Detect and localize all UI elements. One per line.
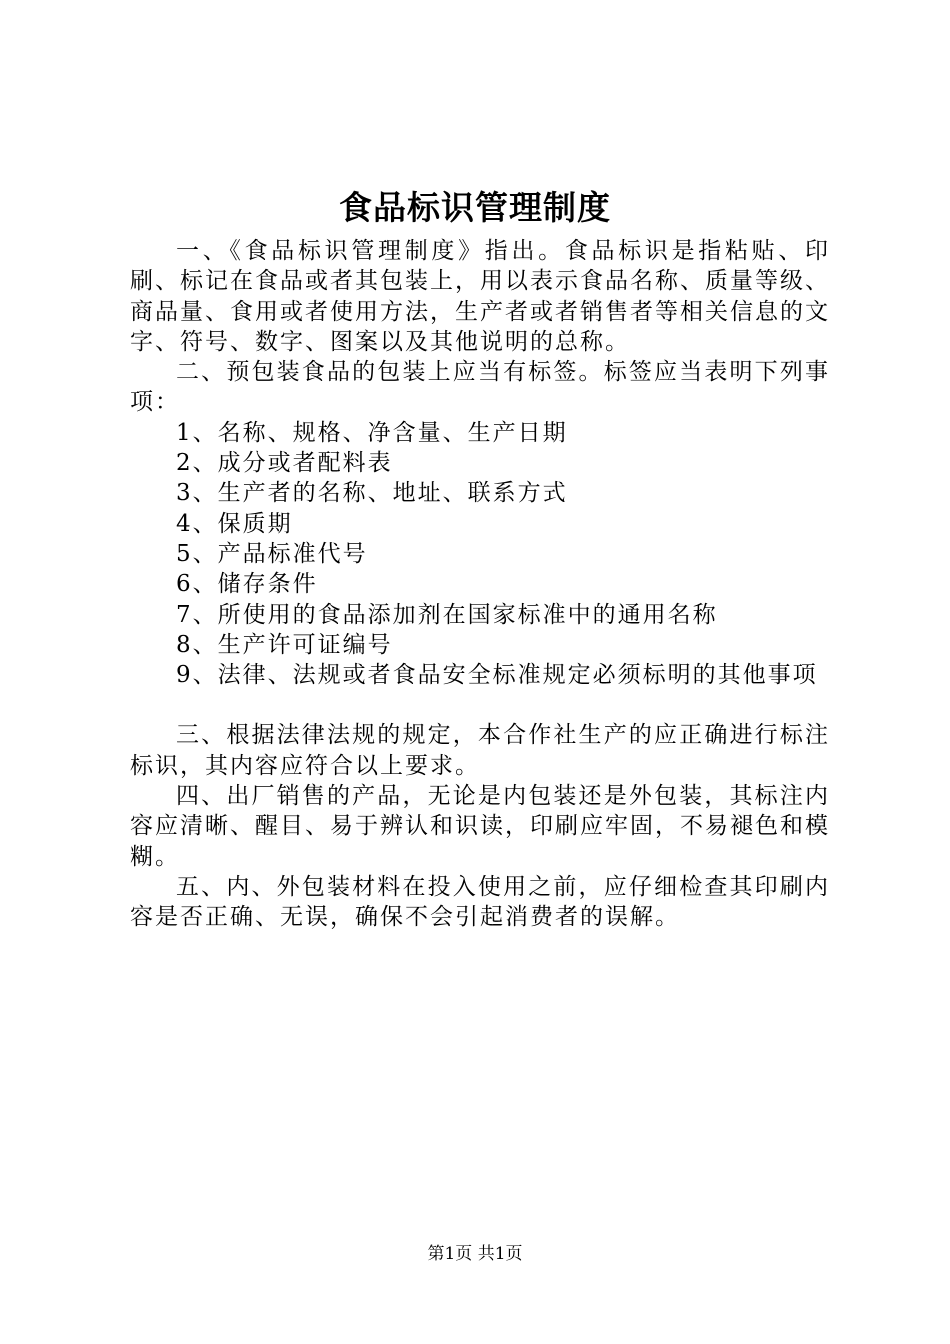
paragraph-spacer bbox=[130, 690, 830, 720]
list-item: 7、所使用的食品添加剂在国家标准中的通用名称 bbox=[176, 601, 718, 628]
paragraph-3: 三、根据法律法规的规定，本合作社生产的应正确进行标注标识，其内容应符合以上要求。 bbox=[130, 722, 830, 779]
paragraph-4: 四、出厂销售的产品，无论是内包装还是外包装，其标注内容应清晰、醒目、易于辨认和识读，印刷应牢固，不易褪色和模糊。 bbox=[130, 783, 830, 870]
list-item: 3、生产者的名称、地址、联系方式 bbox=[176, 480, 568, 507]
list-item: 2、成分或者配料表 bbox=[176, 450, 393, 477]
list-item: 4、保质期 bbox=[176, 510, 293, 537]
document-body bbox=[130, 236, 830, 933]
paragraph-2: 二、预包装食品的包装上应当有标签。标签应当表明下列事项： bbox=[130, 359, 830, 416]
list-item: 6、储存条件 bbox=[176, 571, 318, 598]
document-title: 食品标识管理制度 bbox=[339, 188, 611, 227]
label-requirements-list bbox=[130, 418, 830, 691]
list-item: 9、法律、法规或者食品安全标准规定必须标明的其他事项 bbox=[176, 662, 818, 689]
paragraph-1: 一、《食品标识管理制度》指出。食品标识是指粘贴、印刷、标记在食品或者其包装上，用以表示食品名称、质量等级、商品量、食用或者使用方法，生产者或者销售者等相关信息的文字、符号、数字、图案以及其他说明的总称。 bbox=[130, 238, 830, 355]
paragraph-5: 五、内、外包装材料在投入使用之前，应仔细检查其印刷内容是否正确、无误，确保不会引起消费者的误解。 bbox=[130, 873, 830, 931]
list-item: 1、名称、规格、净含量、生产日期 bbox=[176, 419, 568, 446]
list-item: 5、产品标准代号 bbox=[176, 540, 368, 567]
page-footer: 第1页 共1页 bbox=[427, 1244, 523, 1264]
list-item: 8、生产许可证编号 bbox=[176, 631, 393, 658]
